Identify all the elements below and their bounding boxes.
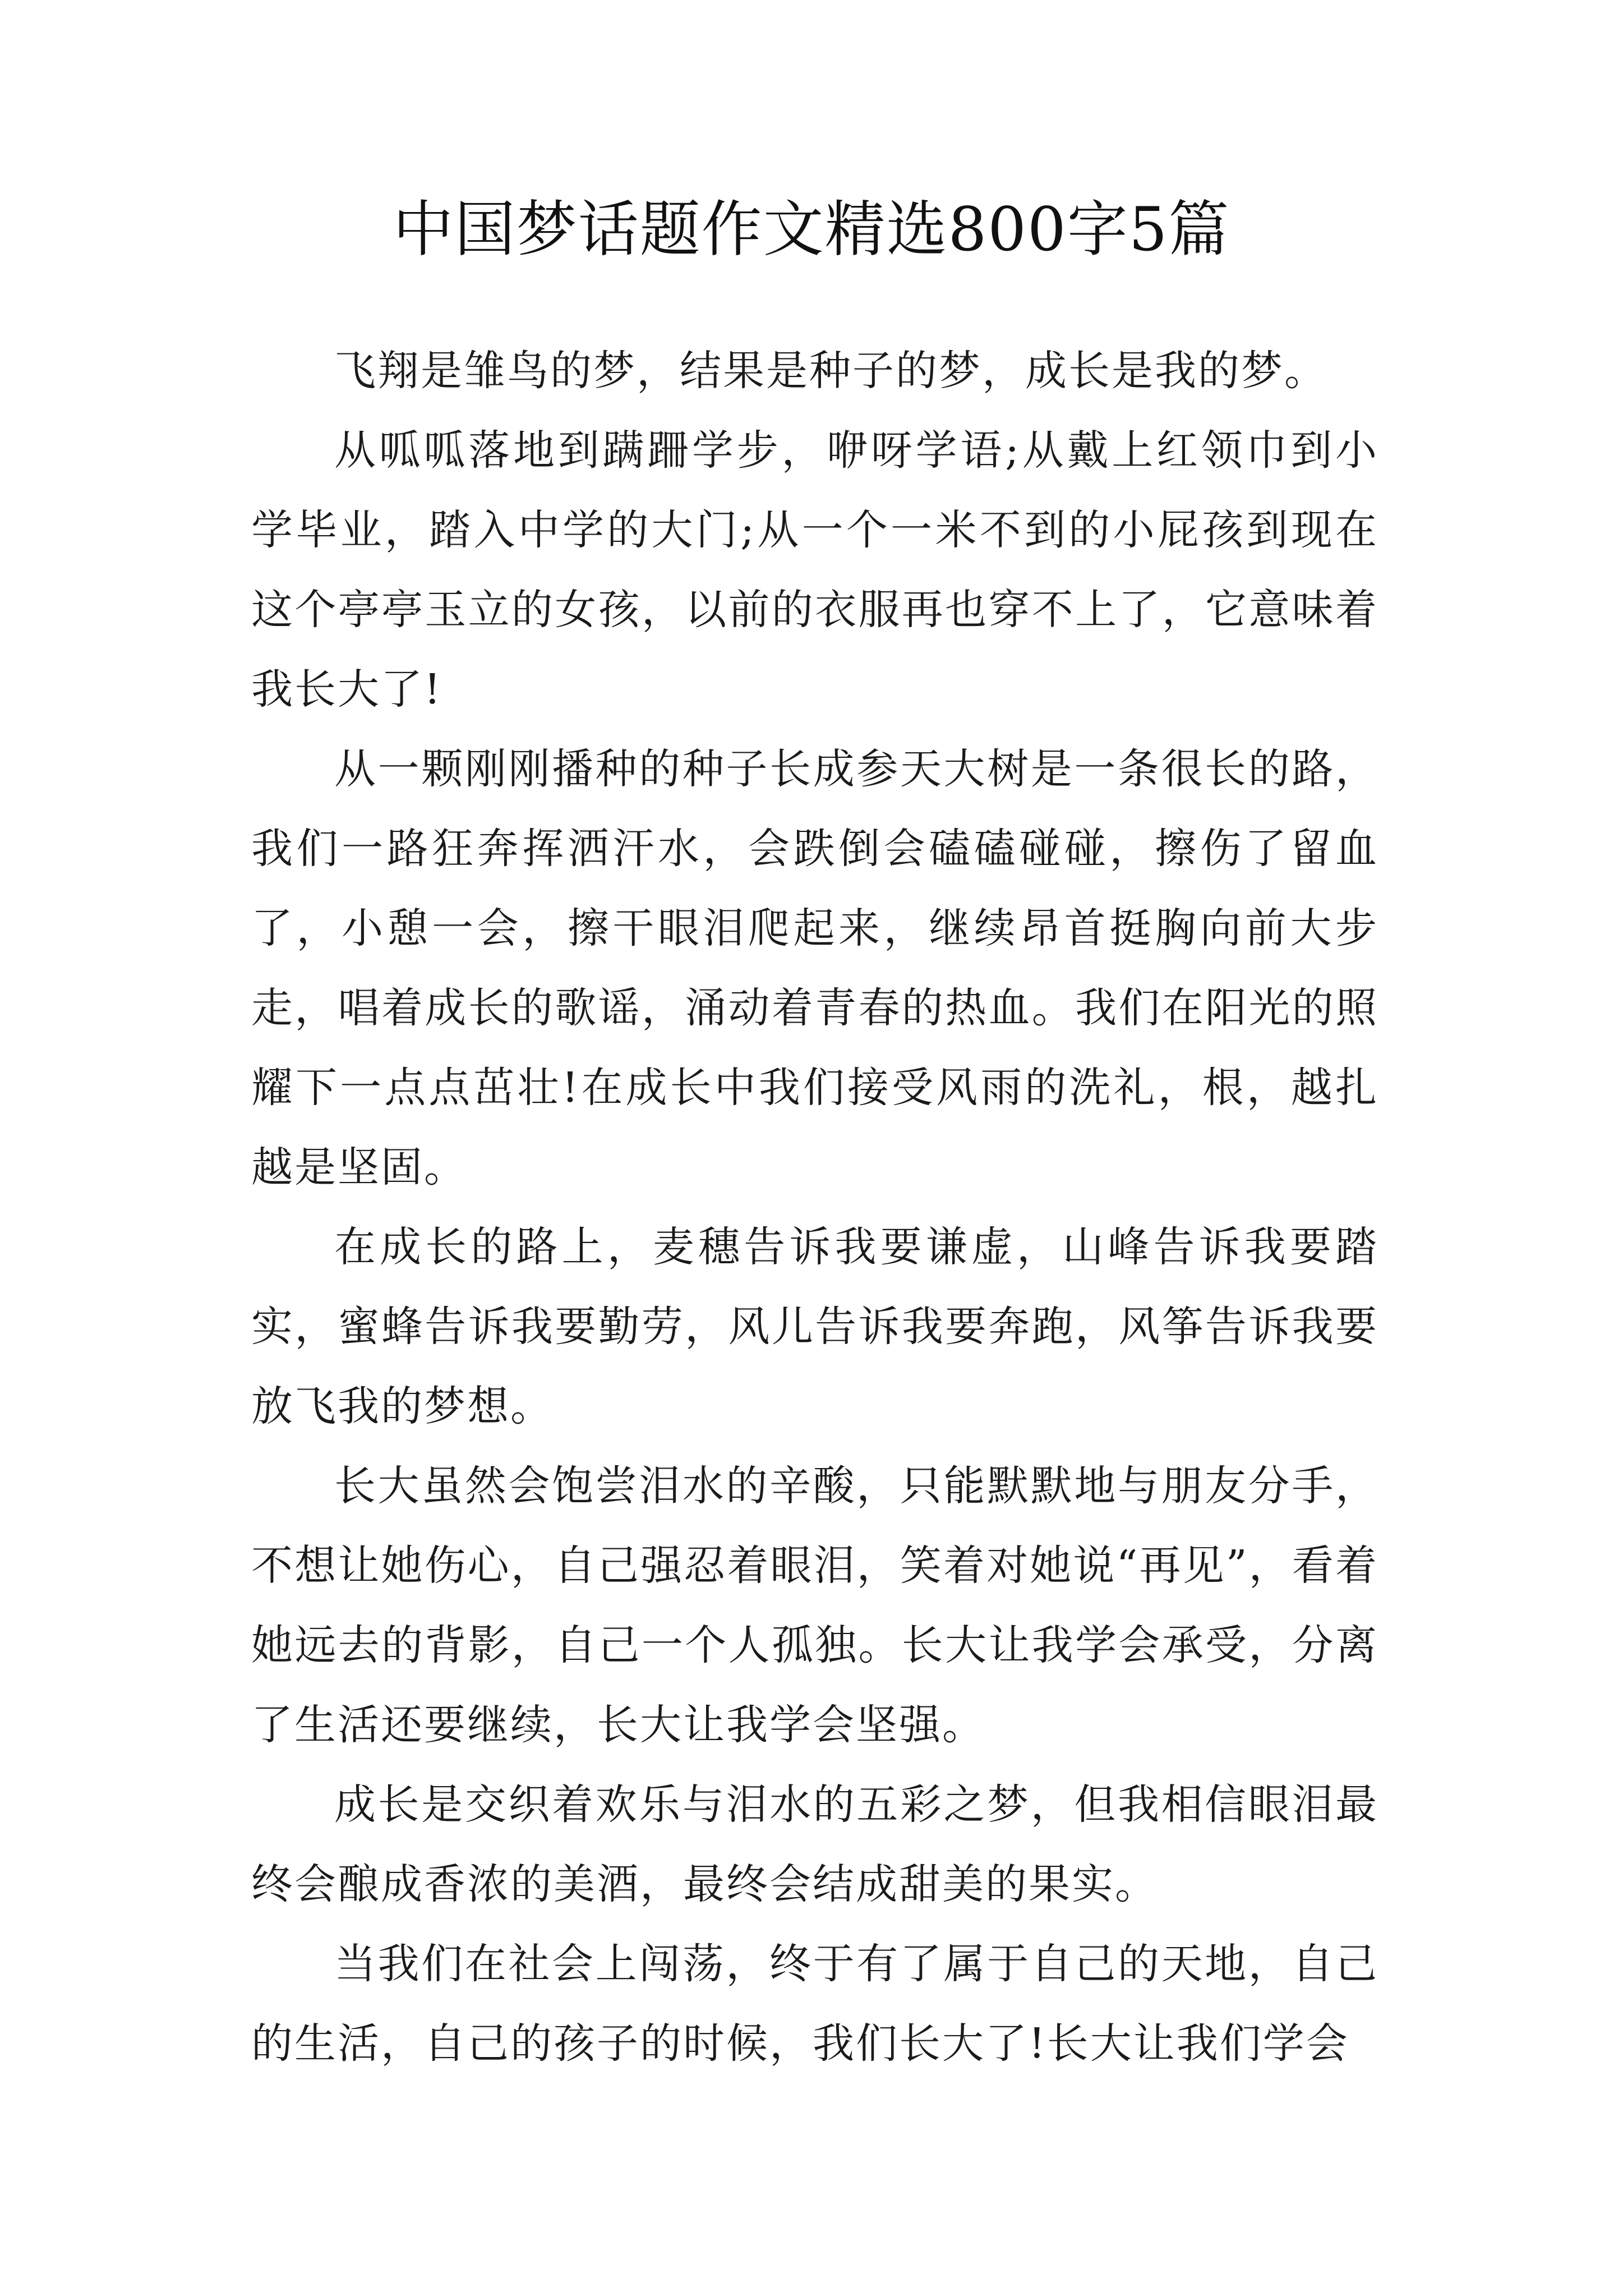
document-title: 中国梦话题作文精选800字5篇 [393, 195, 1230, 265]
paragraph: 当我们在社会上闯荡，终于有了属于自己的天地，自己的生活，自己的孩子的时候，我们长大了!长大让我们学会 [251, 1940, 1378, 2068]
paragraph: 在成长的路上，麦穗告诉我要谦虚，山峰告诉我要踏实，蜜蜂告诉我要勤劳，风儿告诉我要奔跑，风筝告诉我要放飞我的梦想。 [251, 1223, 1378, 1430]
paragraph: 飞翔是雏鸟的梦，结果是种子的梦，成长是我的梦。 [334, 347, 1327, 395]
paragraph: 成长是交织着欢乐与泪水的五彩之梦，但我相信眼泪最终会酿成香浓的美酒，最终会结成甜美的果实。 [251, 1780, 1378, 1908]
paragraph: 长大虽然会饱尝泪水的辛酸，只能默默地与朋友分手，不想让她伤心，自己强忍着眼泪，笑着对她说“再见”，看着她远去的背影，自己一个人孤独。长大让我学会承受，分离了生活还要继续，长大让我学会坚强。 [251, 1462, 1378, 1749]
paragraph: 从一颗刚刚播种的种子长成参天大树是一条很长的路，我们一路狂奔挥洒汗水，会跌倒会磕磕碰碰，擦伤了留血了，小憩一会，擦干眼泪爬起来，继续昂首挺胸向前大步走，唱着成长的歌谣，涌动着青春的热血。我们在阳光的照耀下一点点茁壮!在成长中我们接受风雨的洗礼，根，越扎越是坚固。 [251, 745, 1378, 1191]
document-body [251, 331, 1378, 2083]
paragraph: 从呱呱落地到蹒跚学步，咿呀学语;从戴上红领巾到小学毕业，踏入中学的大门;从一个一米不到的小屁孩到现在这个亭亭玉立的女孩，以前的衣服再也穿不上了，它意味着我长大了! [251, 426, 1378, 714]
